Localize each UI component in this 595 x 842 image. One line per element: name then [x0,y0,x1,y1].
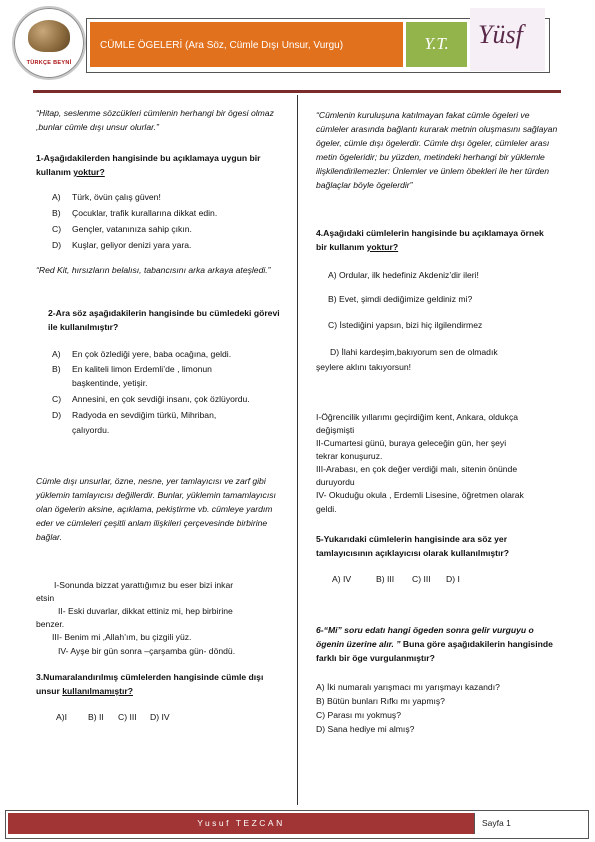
logo [12,6,86,80]
q1-option-c-text: Gençler, vatanınıza sahip çıkın. [72,224,192,234]
q1-option-b: B) [52,208,61,218]
brain-icon [28,20,70,52]
q3-option-c: C) III [118,712,137,722]
q6-option-c: C) Parası mı yokmuş? [316,710,402,720]
q1-option-b-text: Çocuklar, trafik kurallarına dikkat edin. [72,208,218,218]
sentence-1-cont: etsin [36,593,55,603]
question-6-stem: Buna göre aşağıdakilerin hangisinde farklı bir öge vurgulanmıştır? [316,639,553,663]
question-2: 2-Ara söz aşağıdakilerin hangisinde bu cümledeki görevi ile kullanılmıştır? [48,308,280,332]
q2-option-d-text: Radyoda en sevdiğim türkü, Mihriban, [72,410,217,420]
logo-caption: TÜRKÇE BEYNİ [26,60,72,66]
intro-cumle-disi-ogeler: “Cümlenin kuruluşuna katılmayan fakat cümle ögeleri ve cümleler arasında bağlantı kurarak metnin oluşmasını sağlayan ögeler, cümle dışı ögelerdir. Cümle dışı ögeler, cümleler arası metin ögeleridir; bu yüzden, metindeki herhangi bir yüklemle ilişkilendirilemezler: Ünlemler ve ünlem öbekleri ile her türden bağlaçlar böyle ögelerdir” [316,110,558,190]
header-rule [33,90,561,93]
q4-option-d-cont: şeylere aklını takıyorsun! [316,362,412,372]
question-4-stem: 4.Aşağıdaki cümlelerin hangisinde bu açıklamaya örnek bir kullanım [316,228,544,252]
question-3 [36,670,276,698]
q1-option-a: A) [52,192,61,202]
sentence-1: I-Sonunda bizzat yarattığımız bu eser bizi inkar [54,580,234,590]
q2-option-b-text: En kaliteli limon Erdemli’de , limonun [72,364,212,374]
q5-option-d: D) I [446,574,460,584]
intro-hitap: “Hitap, seslenme sözcükleri cümlenin herhangi bir ögesi olmaz ,bunlar cümle dışı unsur olurlar.” [36,108,274,132]
q3-option-a: A)I [56,712,67,722]
initials-box [406,22,467,67]
footer-separator [474,813,475,834]
sentence-4: IV- Ayşe bir gün sonra –çarşamba gün- döndü. [58,646,236,656]
question-3-stem: 3.Numaralandırılmış cümlelerden hangisinde cümle dışı unsur [36,672,264,696]
initials: Y.T. [424,34,449,53]
q5-option-a: A) IV [332,574,352,584]
q2-option-c-text: Annesini, en çok sevdiği insanı, çok özlüyordu. [72,394,250,404]
q2-option-b: B) [52,364,61,374]
title-banner [90,22,403,67]
q2-option-d: D) [52,410,62,420]
q2-option-a-text: En çok özlediği yere, baba ocağına, geldi. [72,349,232,359]
q1-option-d-text: Kuşlar, geliyor denizi yara yara. [72,240,192,250]
column-divider [297,95,298,805]
question-1 [36,151,281,179]
sentence-3: III- Benim mi ,Allah’ım, bu çizgili yüz. [52,632,192,642]
author-name: Yusuf TEZCAN [197,818,285,828]
sentence-5-3-cont: duruyordu [316,477,355,487]
sentence-5-1-cont: değişmişti [316,425,355,435]
sentence-5-1: I-Öğrencilik yıllarımı geçirdiğim kent, Ankara, oldukça [316,412,519,422]
q4-option-a: A) Ordular, ilk hedefiniz Akdeniz’dir ileri! [328,270,479,280]
question-1-key: yoktur? [73,167,105,177]
question-6 [316,623,562,665]
question-5: 5-Yukarıdaki cümlelerin hangisinde ara söz yer tamlayıcısının açıklayıcısı olarak kullanılmıştır? [316,534,509,558]
q1-option-c: C) [52,224,62,234]
q5-option-b: B) III [376,574,395,584]
q2-option-a: A) [52,349,61,359]
signature: Yüsf [478,20,523,49]
sentence-2-cont: benzer. [36,619,65,629]
question-1-stem: 1-Aşağıdakilerden hangisinde bu açıklamaya uygun bir kullanım [36,153,261,177]
q1-option-a-text: Türk, övün çalış güven! [72,192,161,202]
sentence-5-2: II-Cumartesi günü, buraya geleceğin gün, her şeyi [316,438,507,448]
question-6-note: 6-“Mi” soru edatı hangi ögeden sonra gelir vurguyu o ögenin üzerine alır. ” [316,625,534,649]
sentence-5-3: III-Arabası, en çok değer verdiği malı, sitenin önünde [316,464,518,474]
intro-redkit: “Red Kit, hırsızların belalısı, tabancısını arka arkaya ateşledi.” [36,265,271,275]
q4-option-c: C) İstediğini yapsın, bizi hiç ilgilendirmez [328,320,483,330]
q4-option-d: D) İlahi kardeşim,bakıyorum sen de olmadık [330,347,498,357]
q6-option-b: B) Bütün bunları Rıfkı mı yapmış? [316,696,445,706]
q6-option-d: D) Sana hediye mi almış? [316,724,415,734]
q5-option-c: C) III [412,574,431,584]
signature-logo [470,8,545,71]
page-number: Sayfa 1 [482,818,511,828]
sentence-5-2-cont: tekrar konuşuruz. [316,451,383,461]
q2-option-d-text-2: çalıyordu. [72,425,110,435]
q2-option-c: C) [52,394,62,404]
sentence-5-4-cont: geldi. [316,504,337,514]
sentence-5-4: IV- Okuduğu okula , Erdemli Lisesine, öğretmen olarak [316,490,524,500]
q4-option-b: B) Evet, şimdi dediğimize geldiniz mi? [328,294,473,304]
q6-option-a: A) İki numaralı yarışmacı mı yarışmayı kazandı? [316,682,500,692]
question-4 [316,226,556,254]
q3-option-d: D) IV [150,712,170,722]
q3-option-b: B) II [88,712,104,722]
question-3-key: kullanılmamıştır? [62,686,133,696]
page-number-box [474,813,584,834]
page-title: CÜMLE ÖGELERİ (Ara Söz, Cümle Dışı Unsur, Vurgu) [100,40,344,51]
q1-option-d: D) [52,240,62,250]
question-4-key: yoktur? [366,242,399,252]
intro-cumle-disi: Cümle dışı unsurlar, özne, nesne, yer tamlayıcısı ve zarf gibi yüklemin tamlayıcısı değillerdir. Bunlar, yüklemin tamamlayıcısı olan ögelerin aksine, açıklama, pekiştirme vb. cümleye yardım eder ve cümleleri çeşitli anlam ilişkileri çerçevesinde birbirine bağlar. [36,476,276,542]
sentence-2: II- Eski duvarlar, dikkat ettiniz mi, hep birbirine [58,606,233,616]
q2-option-b-text-2: başkentinde, yetişir. [72,378,148,388]
